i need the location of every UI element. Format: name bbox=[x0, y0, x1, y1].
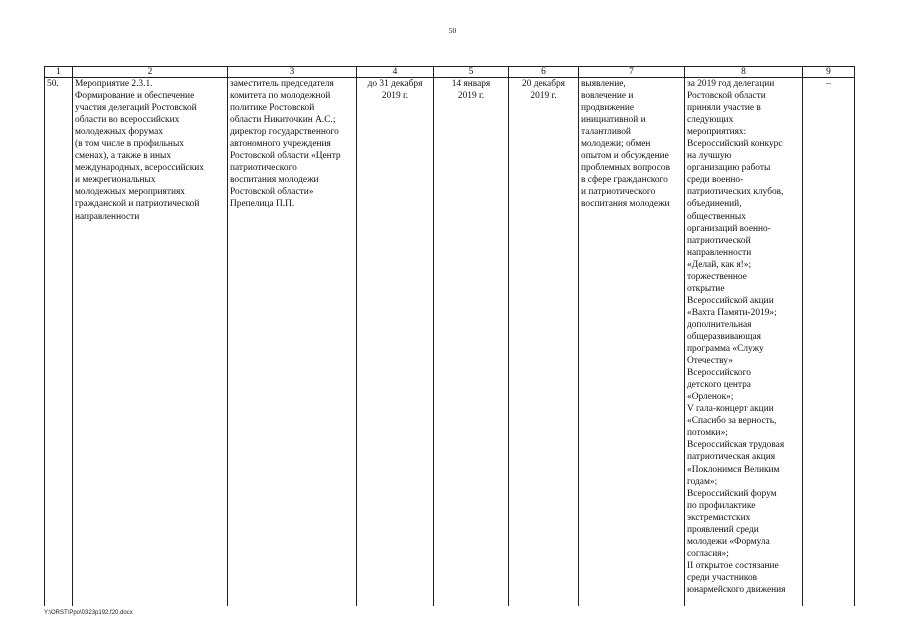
header-col-7: 7 bbox=[579, 67, 685, 78]
actual-result-text: за 2019 год делегации Ростовской области приняли участие в следующих мероприятиях: Всероссийский конкурс на лучшую организацию работы среди военно- патриотических клубов, объединений, общественных организаций военно- патриотической направленности «Делай, как я!»; торжественное открытие Всероссийской акции «Вахта Памяти-2019»; дополнительная общеразвивающая программа «Служу Отечеству» Всероссийского детского центра «Орленок»; V гала-концерт акции «Спасибо за верность, потомки»; Всероссийская трудовая патриотическая акция «Поклонимся Великим годам»; Всероссийский форум по профилактике экстремистских проявлений среди молодежи «Формула согласия»; II открытое состязание среди участников юнармейского движения bbox=[687, 79, 786, 595]
actual-start-text: 14 января 2019 г. bbox=[451, 79, 491, 102]
header-col-4: 4 bbox=[357, 67, 434, 78]
header-col-3: 3 bbox=[228, 67, 357, 78]
header-col-9: 9 bbox=[803, 67, 855, 78]
planned-date-text: до 31 декабря 2019 г. bbox=[367, 79, 423, 102]
actual-end-cell bbox=[509, 78, 579, 607]
header-col-5: 5 bbox=[434, 67, 509, 78]
row-number-cell bbox=[45, 78, 73, 607]
row-number: 50. bbox=[47, 79, 59, 89]
table-header-row bbox=[45, 67, 855, 78]
table-row bbox=[45, 78, 855, 607]
header-col-1: 1 bbox=[45, 67, 73, 78]
planned-date-cell bbox=[357, 78, 434, 607]
report-table bbox=[44, 66, 855, 606]
note-text: – bbox=[826, 79, 831, 89]
planned-result-text: выявление, вовлечение и продвижение инициативной и талантливой молодежи; обмен опытом и обсуждение проблемных вопросов в сфере гражданского и патриотического воспитания молодежи bbox=[581, 79, 670, 210]
actual-start-cell bbox=[434, 78, 509, 607]
file-path-footer: Y:\ORST\Ppo\0323p192.f20.docx bbox=[44, 610, 133, 616]
page-number: 50 bbox=[448, 26, 457, 35]
responsible-cell bbox=[228, 78, 357, 607]
actual-end-text: 20 декабря 2019 г. bbox=[522, 79, 565, 102]
planned-result-cell bbox=[579, 78, 685, 607]
header-col-6: 6 bbox=[509, 67, 579, 78]
event-cell bbox=[73, 78, 228, 607]
responsible-text: заместитель председателя комитета по молодежной политике Ростовской области Никиточкин А.С.; директор государственного автономного учреждения Ростовской области «Центр патриотического воспитания молодежи Ростовской области» Препелица П.П. bbox=[230, 79, 341, 210]
note-cell bbox=[803, 78, 855, 607]
header-col-8: 8 bbox=[685, 67, 803, 78]
event-text: Мероприятие 2.3.1. Формирование и обеспечение участия делегаций Ростовской области во всероссийских молодежных форумах (в том числе в профильных сменах), а также в иных международных, всероссийских и межрегиональных молодежных мероприятиях гражданской и патриотической направленности bbox=[75, 79, 204, 222]
actual-result-cell bbox=[685, 78, 803, 607]
header-col-2: 2 bbox=[73, 67, 228, 78]
